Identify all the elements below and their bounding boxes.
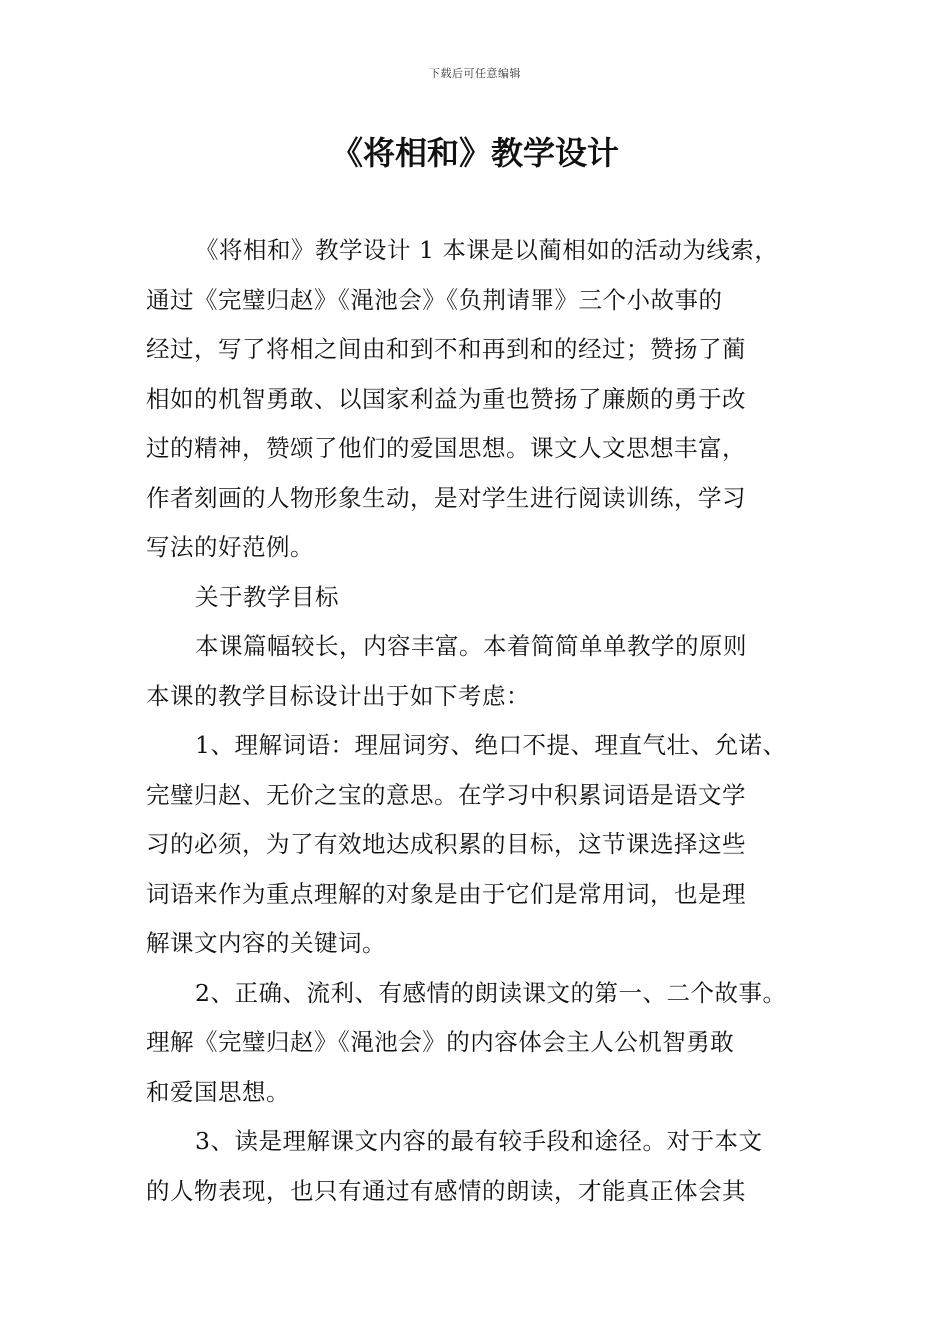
text-line: 写法的好范例。	[146, 533, 314, 561]
text-line: 本课篇幅较长，内容丰富。本着简简单单教学的原则	[195, 632, 747, 660]
text-line: 理解《完璧归赵》《渑池会》的内容体会主人公机智勇敢	[146, 1028, 735, 1056]
text-line: 1、理解词语：理屈词穷、绝口不提、理直气壮、允诺、	[195, 731, 787, 759]
section-heading: 关于教学目标	[195, 582, 339, 611]
text-line: 和爱国思想。	[146, 1077, 290, 1106]
text-line: 相如的机智勇敢、以国家利益为重也赞扬了廉颇的勇于改	[146, 384, 746, 413]
page-title: 《将相和》教学设计	[330, 134, 619, 172]
text-line: 的人物表现，也只有通过有感情的朗读，才能真正体会其	[146, 1176, 746, 1205]
text-line: 词语来作为重点理解的对象是由于它们是常用词，也是理	[146, 879, 746, 908]
text-line: 作者刻画的人物形象生动，是对学生进行阅读训练，学习	[146, 483, 746, 512]
text-line: 3、读是理解课文内容的最有较手段和途径。对于本文	[195, 1127, 763, 1155]
text-line: 完璧归赵、无价之宝的意思。在学习中积累词语是语文学	[146, 780, 746, 809]
text-line: 过的精神，赞颂了他们的爱国思想。课文人文思想丰富，	[146, 434, 746, 462]
header-note: 下载后可任意编辑	[429, 67, 521, 80]
text-line: 解课文内容的关键词。	[146, 929, 386, 957]
document-body	[146, 226, 836, 1216]
text-line: 《将相和》教学设计 1 本课是以蔺相如的活动为线索，	[195, 236, 779, 264]
text-line: 2、正确、流利、有感情的朗读课文的第一、二个故事。	[195, 978, 787, 1007]
text-line: 习的必须，为了有效地达成积累的目标，这节课选择这些	[146, 830, 746, 858]
text-line: 通过《完璧归赵》《渑池会》《负荆请罪》三个小故事的	[146, 285, 723, 314]
text-line: 经过，写了将相之间由和到不和再到和的经过；赞扬了蔺	[146, 335, 746, 363]
text-line: 本课的教学目标设计出于如下考虑：	[146, 681, 530, 710]
